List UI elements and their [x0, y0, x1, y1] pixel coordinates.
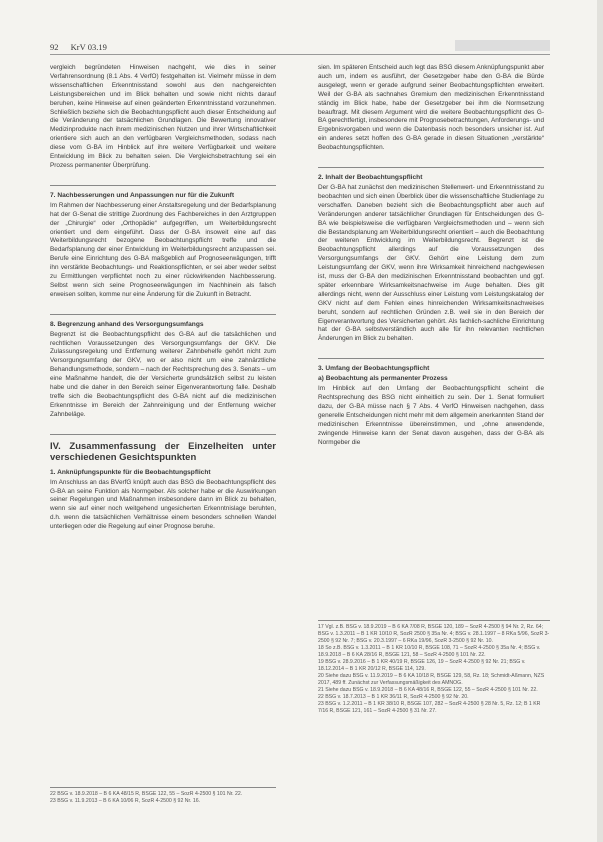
footnote: 22 BSG v. 18.9.2018 – B 6 KA 48/15 R, BSGE 122, 55 – SozR 4-2500 § 101 Nr. 22. — [50, 791, 243, 797]
section-divider — [50, 314, 276, 315]
paragraph: Im Anschluss an das BVerfG knüpft auch das BSG die Beobachtungspflicht des G-BA an seine Funktion als Normgeber. Als solcher habe er die Auswirkungen seiner Regelungen und Maßnahmen insbesondere dann im Blick zu behalten, wenn sie auf einer noch weitgehend ungesicherten Erkenntnislage beruhten, d.h. wenn die tatsächlichen Verhältnisse einem besonders schnellen Wandel unterliegen oder die Regelung auf einer Prognose beruhe. — [50, 478, 276, 531]
page-edge-shadow — [597, 0, 603, 842]
paragraph: sien. Im späteren Entscheid auch legt das BSG diesem Anknüpfungspunkt aber auch um, indem es ausführt, der Gesetzgeber habe den G-BA die Bürde ausgelegt, wenn er gerade aufgrund seiner Beobachtungspflichten erweitert. Weil der G-BA als sachnahes Gremium den medizinischen Erkenntnisstand ständig im Blick habe, habe der Gesetzgeber bei ihm die Normsetzung beauftragt. Mit diesem Argument wird die weitere Beobachtungspflicht des G-BA gerechtfertigt, insbesondere mit Prognosebetrachtungen, Anforderungs- und Ergebnisvorgaben und wenn die Datenbasis noch besonders unsicher ist. Auf ein anderes setzt hoffen des G-BA gerade in diesen Situationen „verstärkte“ Beobachtungspflichten. — [318, 64, 544, 152]
paragraph: Der G-BA hat zunächst den medizinischen Stellenwert- und Erkenntnisstand zu beobachten und sich einen Überblick über die wissenschaftliche Studienlage zu verschaffen. Daneben bezieht sich die Beobachtungspflicht aber auch auf Veränderungen anderer tatsächlicher Grundlagen für Entscheidungen des G-BA wie beispielsweise die verfügbaren Vergleichsmethoden und – wenn sich die Bestandsplanung am Weiterbildungsrecht orientiert – auch die Beobachtung der weiteren Entwicklung im Weiterbildungsrecht. Begrenzt ist die Beobachtungspflicht allerdings auf die Voraussetzungen des Versorgungsumfangs der GKV. Gehört eine Leistung dem zum Leistungsumfang der GKV, wenn ihre Wirksamkeit hinreichend nachgewiesen ist, muss der G-BA den medizinischen Erkenntnisstand beobachten und ggf. später erkennbare Wirksamkeitsnachweise im Auge behalten. Dies gilt allerdings nicht, wenn der Ausschluss einer Leistung vom Leistungskatalog der GKV nicht auf dem Fehlen eines hinreichenden Wirksamkeitsnachweises beruht, sondern auf rechtlichen Gründen z.B. weil sie in den Bereich der Eigenverantwortung des Versicherten gehört. Als fachlich-sachliche Einrichtung hat der G-BA selbstverständlich auch alle für ihn relevanten rechtlichen Änderungen im Blick zu behalten. — [318, 183, 544, 343]
header-rule — [50, 54, 550, 55]
left-column — [50, 64, 276, 532]
chapter-heading: IV. Zusammenfassung der Einzelheiten unter verschiedenen Gesichtspunkten — [50, 440, 276, 463]
footnotes-right — [318, 620, 550, 715]
footnote: 17 Vgl. z.B. BSG v. 18.9.2019 – B 6 KA 7/08 R, BSGE 120, 189 – SozR 4-2500 § 94 Nr. 2, Rz. 64; BSG v. 1.3.2011 – B 1 KR 10/10 R, SozR 2500 § 35a Nr. 4; BSG v. 28.1.1997 – 8 RKa 5/96, SozR 3-2500 § 92 Nr. 7; BSG v. 20.3.1997 – 6 RKa 19/96, SozR 3-2500 § 92 Nr. 10. — [318, 624, 550, 644]
section-heading: 2. Inhalt der Beobachtungspflicht — [318, 174, 423, 182]
section-heading: 3. Umfang der Beobachtungspflicht — [318, 365, 430, 373]
paragraph: Im Hinblick auf den Umfang der Beobachtungspflicht scheint die Rechtsprechung des BSG nicht einheitlich zu sein. Der 1. Senat formuliert dazu, der G-BA müsse nach § 7 Abs. 4 VerfO Hinweisen nachgehen, dass generelle Entscheidungen nicht mehr mit dem allgemein anerkannten Stand der medizinischen Erkenntnisse übereinstimmen, und „ohne anwendende, zwingende Hinweise kann der Senat davon ausgehen, dass der G-BA als Normgeber die — [318, 385, 544, 446]
footnote: 18 So z.B. BSG v. 1.3.2011 – B 1 KR 10/10 R, BSGE 108, 71 – SozR 4-2500 § 35a Nr. 4; BSG v. 18.9.2018 – B 6 KA 28/16 R, BSGE 121, 58 – SozR 4-2500 § 101 Nr. 22. — [318, 645, 541, 658]
section-divider — [318, 358, 544, 359]
section-heading: 8. Begrenzung anhand des Versorgungsumfangs — [50, 320, 204, 328]
section-heading: 1. Anknüpfungspunkte für die Beobachtungspflicht — [50, 468, 211, 476]
page-number: 92 — [50, 42, 59, 52]
header-tag — [455, 40, 550, 51]
footnote: 20 Siehe dazu BSG v. 11.9.2019 – B 6 KA 10/18 R, BSGE 129, 58, Rz. 18; Schmidt-Aßmann, NZS 2017, 489 ff. Zunächst zur Verfassungsmäßigkeit des AMNOG. — [318, 673, 545, 686]
subsection-heading: a) Beobachtung als permanenter Prozess — [318, 375, 448, 383]
section-divider — [50, 185, 276, 186]
paragraph: vergleich begründeten Hinweisen nachgeht, wie dies in seiner Verfahrensordnung (8.1 Abs. 4 VerfO) festgehalten ist. Vielmehr müsse in dem wissenschaftlichen Erkenntnisstand sowohl aus den nachgereichten Leistungsbereichen und im Blick behalten und sowie nicht nichts darauf beruhen, keine Hinweise auf einen geänderten Erkenntnisstand vorzunehmen. Schließlich beziehe sich die Beobachtungspflicht auch dieser Entscheidung auf die Veränderung der tatsächlichen Grundlagen. Die Bewertung innovativer Medizinprodukte nach ihrem medizinischen Nutzen und ihrer Wirtschaftlichkeit orientiere sich auch an den verfügbaren Vergleichsmethoden, sodass nach diese vom G-BA im Hinblick auf ihre weitere Verfügbarkeit und weitere Entwicklung im Blick zu behalten seien. Die Vergleichsbetrachtung sei ein Prozess permanenter Überprüfung. — [50, 64, 276, 169]
section-heading: 7. Nachbesserungen und Anpassungen nur für die Zukunft — [50, 191, 235, 199]
footnote: 23 BSG v. 1.2.2011 – B 1 KR 38/10 R, BSGE 107, 282 – SozR 4-2500 § 28 Nr. 5, Rz. 12; B 1 KR 7/16 R, BSGE 121, 161 – SozR 4-2500 § 31 Nr. 27. — [318, 701, 541, 714]
paragraph: Begrenzt ist die Beobachtungspflicht des G-BA auf die tatsächlichen und rechtlichen Voraussetzungen des Versorgungsumfangs der GKV. Die Zulassungsregelung und Entfernung weiterer Zahnbehelfe gehört nicht zum Versorgungsumfang der GKV, wo er also nicht um eine zahnärztliche Behandlungsmethode, sondern – nach der Rechtsprechung des 3. Senats – um eine Maßnahme handelt, die der Versicherte grundsätzlich selbst zu leisten habe und die daher in den Bereich seiner Eigenverantwortung falle. Deshalb treffe sich die Beobachtungspflicht des G-BA nicht auf die medizinischen Erkenntnisse im Bereich der Zahnreinigung und der Entfernung weicher Zahnbeläge. — [50, 330, 276, 418]
section-divider — [50, 434, 276, 435]
footnote: 19 BSG v. 28.9.2016 – B 1 KR 40/19 R, BSGE 126, 19 – SozR 4-2500 § 92 Nr. 21; BSG v. 18.12.2014 – B 1 KR 20/12 R, BSGE 114, 129. — [318, 659, 526, 672]
footnote: 21 Siehe dazu BSG v. 18.9.2018 – B 6 KA 48/16 R, BSGE 122, 55 – SozR 4-2500 § 101 Nr. 22. — [318, 687, 538, 693]
right-column — [318, 64, 544, 447]
footnote: 23 BSG v. 11.9.2013 – B 6 KA 10/06 R, SozR 4-2500 § 92 Nr. 16. — [50, 798, 201, 804]
paragraph: Im Rahmen der Nachbesserung einer Anstaltsregelung und der Bedarfsplanung hat der G-Senat die strittige Zuordnung des Fachbereiches in den Arztgruppen der „Chirurgie“ oder „Orthopädie“ aufgegriffen, um Weiterbildungsrecht orientiert und dem eingeführt. Dass der G-BA insoweit eine auf das Weiterbildungsrecht bezogene Beobachtungspflicht treffe und die Bedarfsplanung der einer Entwicklung im Weiterbildungsrecht anzupassen sei. Berufe eine Einrichtung des G-BA maßgeblich auf Prognoseerwägungen, trifft ihn verstärkte Beobachtungs- und Reaktionspflichten, er sei aber weder selbst zu Ermittlungen verpflichtet noch zu einer rückwirkenden Nachbesserung. Selbst wenn sich seine Prognoseerwägungen im Nachhinein als falsch erweisen sollten, komme nur eine Änderung für die Zukunft in Betracht. — [50, 201, 276, 298]
section-divider — [318, 167, 544, 168]
running-header — [50, 42, 117, 52]
footnotes-left — [50, 787, 276, 805]
journal-name: KrV 03.19 — [70, 42, 107, 52]
footnote: 22 BSG v. 18.7.2013 – B 1 KR 36/11 R, SozR 4-2500 § 92 Nr. 20. — [318, 694, 469, 700]
